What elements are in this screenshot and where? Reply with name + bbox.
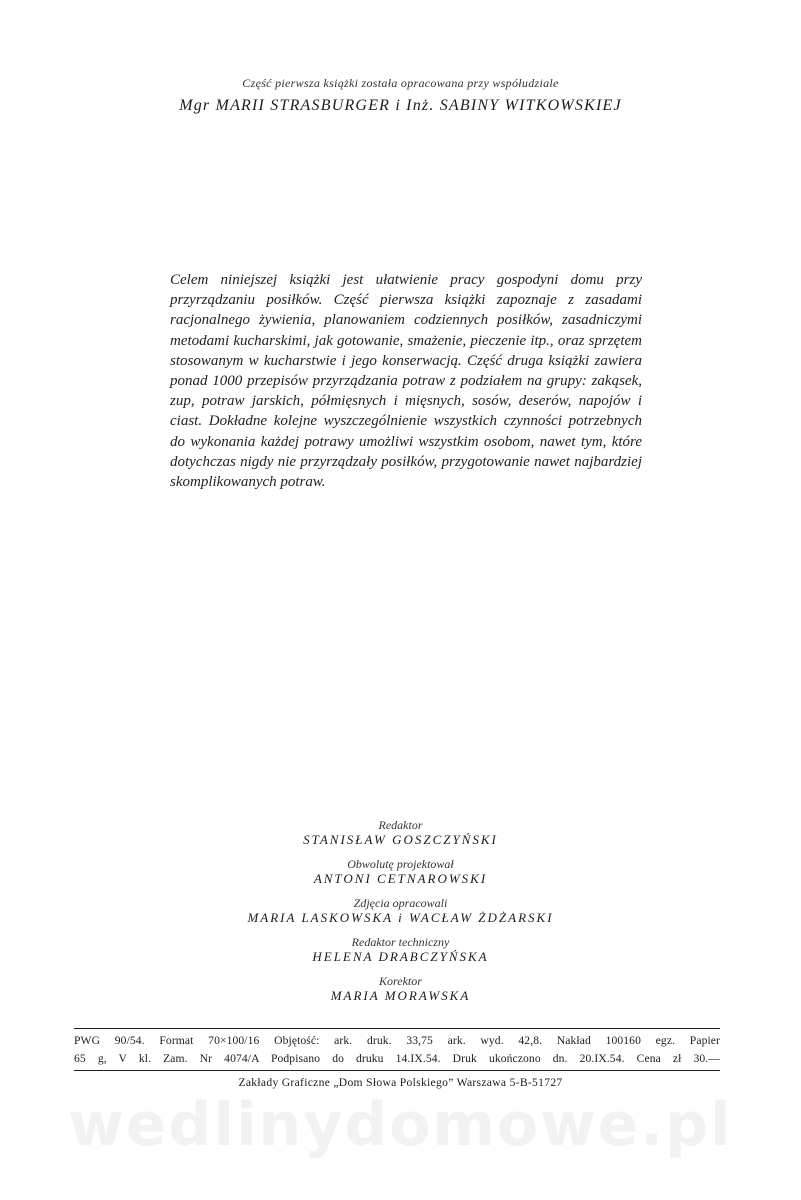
staff-role-photos: Zdjęcia opracowali — [353, 896, 448, 910]
staff-role-editor: Redaktor — [378, 818, 423, 832]
editorial-staff — [0, 818, 801, 1013]
co-authors-intro: Część pierwsza książki została opracowana przy współudziale — [242, 76, 559, 90]
staff-name-cover-designer: ANTONI CETNAROWSKI — [313, 871, 488, 886]
colophon-line-2: 65 g, V kl. Zam. Nr 4074/A Podpisano do druku 14.IX.54. Druk ukończono dn. 20.IX.54. Cena zł 30.— — [74, 1052, 720, 1065]
staff-name-proofreader: MARIA MORAWSKA — [330, 988, 471, 1003]
staff-name-editor: STANISŁAW GOSZCZYŃSKI — [303, 832, 498, 847]
staff-name-technical-editor: HELENA DRABCZYŃSKA — [312, 949, 489, 964]
print-colophon — [74, 1028, 720, 1071]
printer-info: Zakłady Graficzne „Dom Słowa Polskiego” Warszawa 5-B-51727 — [238, 1076, 563, 1089]
staff-name-photos: MARIA LASKOWSKA i WACŁAW ŻDŻARSKI — [247, 910, 554, 925]
co-authors-credit — [0, 76, 801, 115]
staff-role-proofreader: Korektor — [379, 974, 422, 988]
staff-role-technical-editor: Redaktor techniczny — [351, 935, 450, 949]
staff-role-cover-designer: Obwolutę projektował — [347, 857, 454, 871]
book-description: Celem niniejszej książki jest ułatwienie pracy gospodyni domu przy przyrządzaniu posiłków. Część pierwsza książki zapoznaje z zasadami racjonalnego żywienia, planowaniem codziennych posiłków, zasadniczymi metodami kucharskimi, jak gotowanie, smażenie, pieczenie itp., oraz sprzętem stosowanym w kucharstwie i jego konserwacją. Część druga książki zawiera ponad 1000 przepisów przyrządzania potraw z podziałem na grupy: zakąsek, zup, potraw jarskich, półmięsnych i mięsnych, sosów, deserów, napojów i ciast. Dokładne kolejne wyszczególnienie wszystkich czynności potrzebnych do wykonania każdej potrawy umożliwi wszystkim osobom, nawet tym, które dotychczas nigdy nie przyrządzały posiłków, przygotowanie nawet najbardziej skomplikowanych potraw. — [170, 272, 642, 491]
colophon-text — [74, 1029, 720, 1070]
watermark: wedlinydomowe.pl — [68, 1090, 733, 1160]
co-authors-names: Mgr MARII STRASBURGER i Inż. SABINY WITKOWSKIEJ — [179, 97, 622, 114]
colophon-bottom-rule — [74, 1070, 720, 1071]
colophon-line-1: PWG 90/54. Format 70×100/16 Objętość: ark. druk. 33,75 ark. wyd. 42,8. Nakład 100160 egz. Papier — [74, 1034, 720, 1047]
